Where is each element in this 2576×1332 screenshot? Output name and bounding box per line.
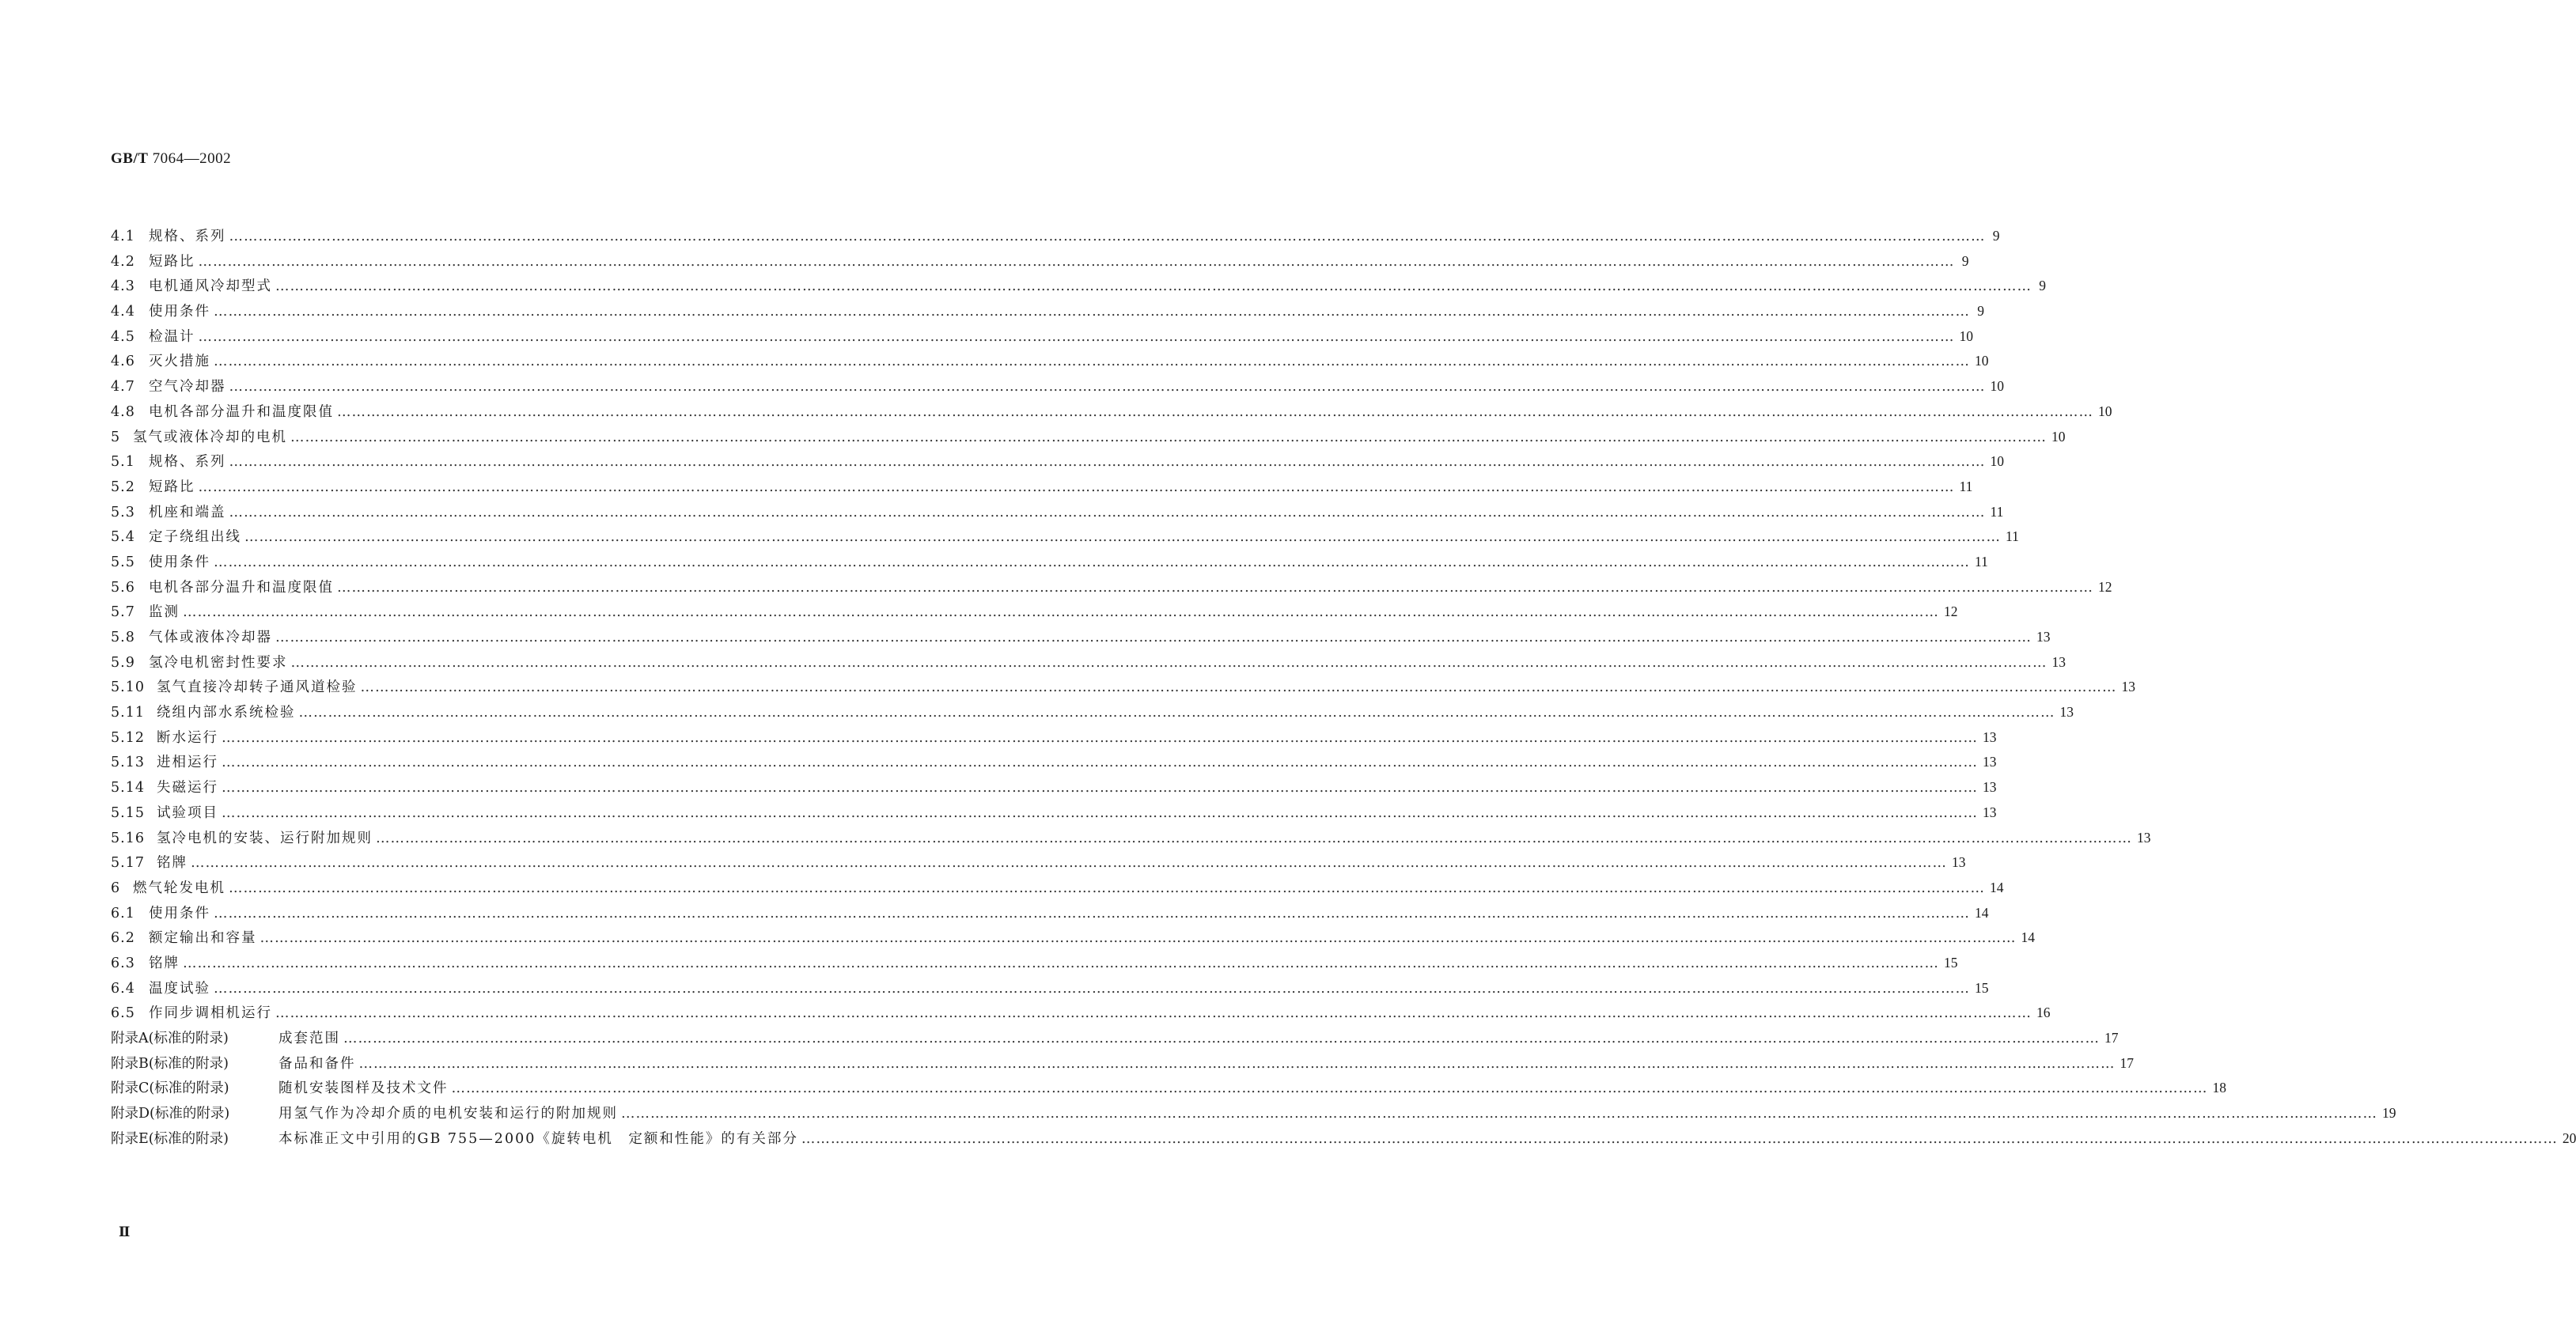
- toc-entry-number: 5.16: [111, 830, 145, 846]
- toc-entry-title: 使用条件: [149, 304, 210, 320]
- toc-entry[interactable]: [111, 1077, 2226, 1103]
- toc-dot-leader: ………………………………………………………………………………………………………………………………………………………………………………………………………………………………………………………………………………………………………………………………: [191, 855, 1947, 872]
- toc-entry-page: 13: [2137, 829, 2151, 846]
- toc-dot-leader: ………………………………………………………………………………………………………………………………………………………………………………………………………………………………………………………………………………………………………………………………: [229, 504, 1986, 520]
- toc-entry-number: 4.2: [111, 253, 135, 270]
- toc-dot-leader: ………………………………………………………………………………………………………………………………………………………………………………………………………………………………………………………………………………………………………………………………: [222, 804, 1978, 821]
- toc-entry-title: 电机各部分温升和温度限值: [149, 579, 334, 596]
- toc-entry-page: 13: [2051, 653, 2066, 670]
- toc-dot-leader: ………………………………………………………………………………………………………………………………………………………………………………………………………………………………………………………………………………………………………………………………: [360, 679, 2117, 696]
- toc-entry-number: 5.7: [111, 604, 135, 621]
- toc-entry[interactable]: [111, 601, 1958, 626]
- toc-entry-number: 5.11: [111, 705, 145, 721]
- toc-dot-leader: ………………………………………………………………………………………………………………………………………………………………………………………………………………………………………………………………………………………………………………………………: [801, 1130, 2558, 1147]
- toc-dot-leader: ………………………………………………………………………………………………………………………………………………………………………………………………………………………………………………………………………………………………………………………………: [198, 479, 1955, 495]
- toc-entry-page: 16: [2036, 1005, 2051, 1021]
- standard-code-header: [111, 150, 231, 168]
- toc-entry-title: 燃气轮发电机: [133, 880, 225, 896]
- toc-entry-number: 5.4: [111, 529, 135, 546]
- toc-entry[interactable]: [111, 350, 1989, 376]
- toc-dot-leader: ………………………………………………………………………………………………………………………………………………………………………………………………………………………………………………………………………………………………………………………………: [376, 830, 2132, 846]
- toc-entry-number: 6: [111, 880, 121, 896]
- toc-entry-number: 4.7: [111, 379, 135, 395]
- toc-entry[interactable]: [111, 652, 2066, 677]
- toc-dot-leader: ………………………………………………………………………………………………………………………………………………………………………………………………………………………………………………………………………………………………………………………………: [229, 379, 1986, 395]
- toc-entry-page: 13: [1983, 728, 1997, 745]
- toc-entry-page: 13: [1952, 854, 1966, 871]
- table-of-contents: [111, 225, 2576, 1152]
- toc-dot-leader: ………………………………………………………………………………………………………………………………………………………………………………………………………………………………………………………………………………………………………………………………: [290, 429, 2047, 445]
- toc-dot-leader: ………………………………………………………………………………………………………………………………………………………………………………………………………………………………………………………………………………………………………………………………: [214, 980, 1970, 997]
- toc-entry-title: 使用条件: [149, 905, 210, 921]
- toc-entry[interactable]: [111, 577, 2112, 602]
- toc-dot-leader: ………………………………………………………………………………………………………………………………………………………………………………………………………………………………………………………………………………………………………………………………: [214, 304, 1970, 320]
- toc-entry-page: 10: [1959, 327, 1973, 344]
- toc-entry-title: 随机安装图样及技术文件: [278, 1080, 449, 1097]
- toc-dot-leader: ………………………………………………………………………………………………………………………………………………………………………………………………………………………………………………………………………………………………………………………………: [275, 1005, 2032, 1022]
- toc-entry[interactable]: [111, 727, 1997, 752]
- toc-entry[interactable]: [111, 301, 1984, 326]
- toc-entry-title: 检温计: [149, 328, 195, 345]
- toc-entry-page: 15: [1975, 979, 1989, 996]
- toc-entry[interactable]: [111, 501, 2004, 527]
- toc-entry-page: 14: [2021, 929, 2035, 946]
- toc-entry-title: 灭火措施: [149, 354, 210, 370]
- toc-entry[interactable]: [111, 626, 2051, 652]
- toc-dot-leader: ………………………………………………………………………………………………………………………………………………………………………………………………………………………………………………………………………………………………………………………………: [229, 880, 1985, 896]
- toc-dot-leader: ………………………………………………………………………………………………………………………………………………………………………………………………………………………………………………………………………………………………………………………………: [621, 1106, 2377, 1122]
- toc-dot-leader: ………………………………………………………………………………………………………………………………………………………………………………………………………………………………………………………………………………………………………………………………: [229, 229, 1986, 244]
- toc-dot-leader: ………………………………………………………………………………………………………………………………………………………………………………………………………………………………………………………………………………………………………………………………: [337, 579, 2093, 596]
- toc-entry-title: 用氢气作为冷却介质的电机安装和运行的附加规则: [278, 1106, 618, 1122]
- toc-entry[interactable]: [111, 827, 2151, 853]
- toc-entry-number: 5.15: [111, 804, 145, 821]
- toc-entry[interactable]: [111, 401, 2112, 426]
- toc-entry-page: 15: [1944, 954, 1958, 971]
- toc-entry-page: 13: [2036, 629, 2051, 645]
- toc-entry-title: 规格、系列: [149, 454, 226, 471]
- toc-entry-title: 失磁运行: [157, 780, 218, 797]
- toc-dot-leader: ………………………………………………………………………………………………………………………………………………………………………………………………………………………………………………………………………………………………………………………………: [259, 930, 2017, 947]
- toc-entry-page: 17: [2120, 1054, 2134, 1071]
- toc-entry[interactable]: [111, 551, 1988, 577]
- toc-entry-page: 10: [1990, 453, 2004, 470]
- toc-entry[interactable]: [111, 275, 2046, 301]
- toc-entry-number: 6.1: [111, 905, 135, 921]
- toc-dot-leader: ………………………………………………………………………………………………………………………………………………………………………………………………………………………………………………………………………………………………………………………………: [198, 253, 1955, 270]
- toc-entry[interactable]: [111, 1053, 2134, 1078]
- toc-entry-number: 4.4: [111, 304, 135, 320]
- toc-entry-title: 机座和端盖: [149, 504, 226, 520]
- toc-entry[interactable]: [111, 852, 1966, 877]
- toc-entry-title: 作同步调相机运行: [149, 1005, 272, 1022]
- toc-entry-number: 5.10: [111, 679, 145, 696]
- toc-entry[interactable]: [111, 676, 2135, 702]
- toc-entry-title: 备品和备件: [278, 1055, 356, 1072]
- toc-entry-number: 6.2: [111, 930, 135, 947]
- toc-entry-page: 9: [2039, 278, 2046, 294]
- toc-entry[interactable]: [111, 952, 1958, 978]
- toc-entry[interactable]: [111, 426, 2066, 452]
- toc-dot-leader: ………………………………………………………………………………………………………………………………………………………………………………………………………………………………………………………………………………………………………………………………: [298, 705, 2055, 721]
- toc-entry[interactable]: [111, 978, 1989, 1003]
- toc-entry-title: 铭牌: [149, 955, 180, 971]
- toc-entry-number: 附录D(标准的附录): [111, 1106, 230, 1122]
- toc-entry-title: 监测: [149, 604, 180, 621]
- toc-entry-number: 附录C(标准的附录): [111, 1080, 229, 1097]
- toc-entry[interactable]: [111, 376, 2004, 401]
- toc-entry-page: 11: [1990, 503, 2004, 520]
- toc-entry[interactable]: [111, 476, 1973, 501]
- toc-entry-number: 5.13: [111, 755, 145, 771]
- toc-entry-title: 试验项目: [157, 804, 218, 821]
- toc-dot-leader: ………………………………………………………………………………………………………………………………………………………………………………………………………………………………………………………………………………………………………………………………: [183, 955, 1939, 971]
- toc-entry-page: 13: [1983, 804, 1997, 820]
- toc-entry[interactable]: [111, 777, 1997, 802]
- toc-entry-title: 定子绕组出线: [149, 529, 241, 546]
- toc-entry-title: 气体或液体冷却器: [149, 630, 272, 645]
- toc-entry[interactable]: [111, 702, 2074, 727]
- toc-entry-page: 10: [1990, 378, 2004, 395]
- toc-entry-number: 4.5: [111, 328, 135, 345]
- toc-entry-title: 氢冷电机的安装、运行附加规则: [157, 830, 373, 846]
- toc-entry-page: 13: [2059, 704, 2074, 721]
- toc-entry-page: 10: [1975, 353, 1989, 369]
- toc-entry-page: 9: [1977, 303, 1984, 320]
- toc-entry-number: 5.6: [111, 579, 135, 596]
- toc-entry-title: 氢气或液体冷却的电机: [133, 429, 287, 445]
- toc-dot-leader: ………………………………………………………………………………………………………………………………………………………………………………………………………………………………………………………………………………………………………………………………: [337, 403, 2093, 420]
- toc-dot-leader: ………………………………………………………………………………………………………………………………………………………………………………………………………………………………………………………………………………………………………………………………: [275, 278, 2032, 295]
- toc-entry-title: 规格、系列: [149, 229, 226, 244]
- toc-entry-title: 额定输出和容量: [149, 930, 257, 947]
- toc-entry[interactable]: [111, 326, 1973, 351]
- toc-entry-number: 4.3: [111, 278, 135, 295]
- toc-dot-leader: ………………………………………………………………………………………………………………………………………………………………………………………………………………………………………………………………………………………………………………………………: [290, 654, 2048, 671]
- toc-entry-number: 5.5: [111, 554, 135, 570]
- toc-entry-page: 13: [1983, 779, 1997, 796]
- toc-entry-page: 17: [2104, 1030, 2119, 1046]
- toc-entry-page: 19: [2382, 1105, 2396, 1122]
- toc-entry-title: 温度试验: [149, 980, 210, 997]
- toc-entry-title: 成套范围: [278, 1031, 340, 1046]
- toc-dot-leader: ………………………………………………………………………………………………………………………………………………………………………………………………………………………………………………………………………………………………………………………………: [214, 554, 1970, 570]
- toc-entry-page: 11: [1975, 553, 1988, 570]
- toc-entry[interactable]: [111, 1027, 2119, 1053]
- toc-entry-title: 本标准正文中引用的GB 755—2000《旋转电机 定额和性能》的有关部分: [278, 1130, 798, 1147]
- toc-entry-number: 5.9: [111, 654, 135, 671]
- toc-dot-leader: ………………………………………………………………………………………………………………………………………………………………………………………………………………………………………………………………………………………………………………………………: [222, 755, 1978, 771]
- toc-entry-number: 5.1: [111, 454, 135, 471]
- toc-entry-title: 电机通风冷却型式: [149, 278, 272, 295]
- toc-entry[interactable]: [111, 225, 2000, 251]
- toc-entry-page: 11: [2006, 528, 2019, 545]
- toc-entry[interactable]: [111, 1103, 2396, 1128]
- toc-entry-number: 5.3: [111, 504, 135, 520]
- page-number: Ⅱ: [119, 1224, 131, 1239]
- toc-entry[interactable]: [111, 1002, 2051, 1027]
- toc-entry-number: 6.3: [111, 955, 135, 971]
- toc-dot-leader: ………………………………………………………………………………………………………………………………………………………………………………………………………………………………………………………………………………………………………………………………: [198, 328, 1955, 345]
- toc-entry-number: 6.5: [111, 1005, 135, 1022]
- toc-entry-title: 氢气直接冷却转子通风道检验: [157, 679, 358, 696]
- toc-entry-number: 4.8: [111, 403, 135, 420]
- toc-entry[interactable]: [111, 903, 1989, 928]
- standard-code-prefix: GB/T: [111, 150, 149, 167]
- toc-dot-leader: ………………………………………………………………………………………………………………………………………………………………………………………………………………………………………………………………………………………………………………………………: [358, 1055, 2116, 1072]
- toc-entry-page: 10: [2098, 403, 2112, 419]
- toc-entry[interactable]: [111, 927, 2035, 952]
- toc-dot-leader: ………………………………………………………………………………………………………………………………………………………………………………………………………………………………………………………………………………………………………………………………: [275, 630, 2032, 645]
- toc-entry-page: 13: [2121, 679, 2135, 695]
- toc-dot-leader: ………………………………………………………………………………………………………………………………………………………………………………………………………………………………………………………………………………………………………………………………: [244, 529, 2001, 546]
- toc-entry[interactable]: [111, 877, 2004, 903]
- toc-dot-leader: ………………………………………………………………………………………………………………………………………………………………………………………………………………………………………………………………………………………………………………………………: [229, 454, 1986, 471]
- toc-dot-leader: ………………………………………………………………………………………………………………………………………………………………………………………………………………………………………………………………………………………………………………………………: [451, 1080, 2208, 1097]
- toc-entry[interactable]: [111, 802, 1997, 827]
- toc-entry-page: 11: [1959, 478, 1973, 494]
- toc-entry-title: 氢冷电机密封性要求: [149, 654, 288, 671]
- toc-entry-title: 铭牌: [157, 855, 188, 872]
- toc-dot-leader: ………………………………………………………………………………………………………………………………………………………………………………………………………………………………………………………………………………………………………………………………: [214, 905, 1970, 921]
- toc-entry-page: 14: [1990, 879, 2004, 895]
- toc-entry-number: 5: [111, 429, 121, 445]
- toc-entry-page: 9: [1992, 228, 2000, 244]
- toc-entry-number: 6.4: [111, 980, 135, 997]
- toc-entry-number: 4.6: [111, 354, 135, 370]
- toc-entry-title: 电机各部分温升和温度限值: [149, 403, 334, 420]
- toc-entry-page: 9: [1961, 252, 1969, 269]
- toc-entry[interactable]: [111, 751, 1997, 777]
- toc-entry-title: 进相运行: [157, 755, 218, 771]
- toc-entry-title: 使用条件: [149, 554, 210, 570]
- toc-entry-title: 断水运行: [157, 729, 218, 746]
- toc-dot-leader: ………………………………………………………………………………………………………………………………………………………………………………………………………………………………………………………………………………………………………………………………: [214, 354, 1970, 370]
- toc-entry-number: 附录E(标准的附录): [111, 1130, 229, 1147]
- toc-entry-number: 5.14: [111, 780, 145, 797]
- toc-entry-number: 5.8: [111, 630, 135, 645]
- toc-entry-page: 14: [1975, 904, 1989, 921]
- toc-entry-title: 绕组内部水系统检验: [157, 705, 296, 721]
- toc-entry[interactable]: [111, 251, 1969, 276]
- toc-entry-page: 20: [2562, 1130, 2576, 1146]
- toc-entry[interactable]: [111, 526, 2019, 551]
- toc-entry-page: 13: [1983, 754, 1997, 770]
- toc-entry-number: 4.1: [111, 229, 135, 244]
- toc-entry-number: 5.2: [111, 479, 135, 495]
- toc-dot-leader: ………………………………………………………………………………………………………………………………………………………………………………………………………………………………………………………………………………………………………………………………: [343, 1031, 2100, 1046]
- toc-dot-leader: ………………………………………………………………………………………………………………………………………………………………………………………………………………………………………………………………………………………………………………………………: [222, 729, 1978, 746]
- toc-entry-page: 18: [2212, 1080, 2226, 1096]
- standard-code-number: 7064—2002: [152, 150, 232, 167]
- toc-entry-page: 12: [2098, 578, 2112, 595]
- toc-entry-title: 空气冷却器: [149, 379, 226, 395]
- toc-entry-number: 附录A(标准的附录): [111, 1031, 229, 1046]
- toc-entry-page: 12: [1944, 604, 1958, 620]
- toc-entry[interactable]: [111, 1128, 2576, 1153]
- toc-entry-title: 短路比: [149, 479, 195, 495]
- toc-entry-number: 5.12: [111, 729, 145, 746]
- toc-entry[interactable]: [111, 451, 2004, 476]
- toc-dot-leader: ………………………………………………………………………………………………………………………………………………………………………………………………………………………………………………………………………………………………………………………………: [222, 780, 1978, 797]
- toc-entry-number: 5.17: [111, 855, 145, 872]
- toc-dot-leader: ………………………………………………………………………………………………………………………………………………………………………………………………………………………………………………………………………………………………………………………………: [183, 604, 1939, 621]
- toc-entry-page: 10: [2051, 428, 2066, 445]
- toc-entry-number: 附录B(标准的附录): [111, 1055, 229, 1072]
- toc-entry-title: 短路比: [149, 253, 195, 270]
